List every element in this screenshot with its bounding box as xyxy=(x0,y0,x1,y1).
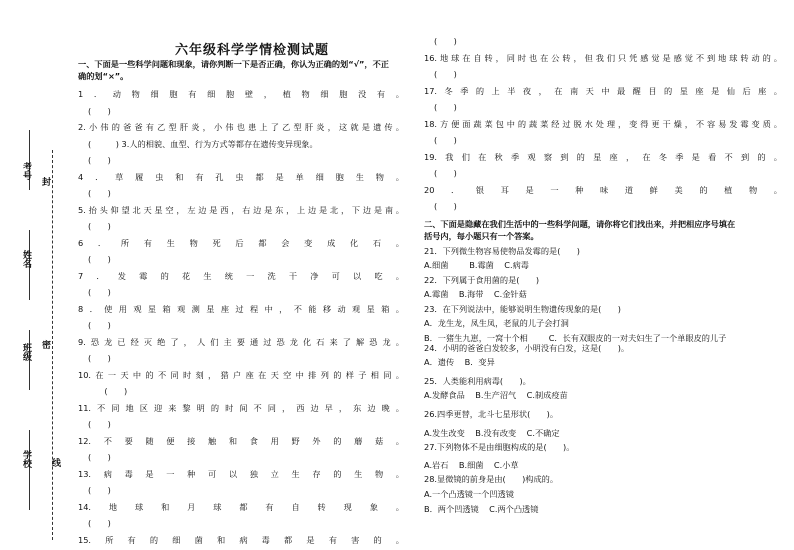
q24-option-a[interactable]: A．遗传 xyxy=(424,357,455,368)
q25-option-c[interactable]: C.制成疫苗 xyxy=(526,390,568,401)
q12-text: 12.不要随便接触和食用野外的蘑菇。 xyxy=(78,435,404,446)
q11-text: 11.不同地区迎来黎明的时间不同，西边早，东边晚。 xyxy=(78,402,404,413)
q20-answer[interactable]: ( ) xyxy=(434,201,457,211)
class-label: 班级 xyxy=(21,343,31,361)
q10-answer[interactable]: ( ) xyxy=(88,386,128,396)
q24-text: 24．小明的爸爸白发较多，小明没有白发，这是( )。 xyxy=(424,342,630,353)
school-label: 学校 xyxy=(21,450,31,468)
section1-heading: 一、下面是一些科学问题和现象，请你判断一下是否正确，你认为正确的划“√”，不正 确的划“×”。 xyxy=(78,59,389,81)
q21-option-b[interactable]: B.霉菌 xyxy=(469,260,494,271)
seal-char-mi: 密 xyxy=(42,341,52,351)
section1-list xyxy=(78,86,404,548)
q22-option-c[interactable]: C.金针菇 xyxy=(493,289,527,300)
q11-answer[interactable]: ( ) xyxy=(88,419,111,429)
q23-text: 23．在下列说法中，能够说明生物遗传现象的是( ) xyxy=(424,303,621,314)
q2-text: 2.小伟的爸爸有乙型肝炎，小伟也患上了乙型肝炎，这就是遗传。 xyxy=(78,122,404,132)
q26-option-c[interactable]: C.不确定 xyxy=(526,427,560,438)
q10-text: 10.在一天中的不同时刻，猎户座在天空中排列的样子相同。 xyxy=(78,369,404,380)
q28-option-b[interactable]: B．两个凹透镜 xyxy=(424,503,479,514)
q26-option-a[interactable]: A.发生改变 xyxy=(424,427,465,438)
q22-options xyxy=(424,287,782,302)
q28-text: 28.显微镜的前身是由( )构成的。 xyxy=(424,474,559,485)
kaohao-line xyxy=(29,130,30,190)
q22-option-a[interactable]: A.霉菌 xyxy=(424,289,449,300)
q9-answer[interactable]: ( ) xyxy=(88,353,111,363)
q14-text: 14.地球和月球都有自转现象。 xyxy=(78,501,404,512)
q8-text: 8．使用观星箱观测星座过程中，不能移动观星箱。 xyxy=(78,303,404,314)
q7-answer[interactable]: ( ) xyxy=(88,287,111,297)
q28-options-bc xyxy=(424,502,782,517)
page-title: 六年级科学学情检测试题 xyxy=(174,43,329,58)
q16-text: 16.地球在自转，同时也在公转，但我们只凭感觉是感觉不到地球转动的。 xyxy=(424,52,782,63)
q13-answer[interactable]: ( ) xyxy=(88,485,111,495)
q3-answer[interactable]: ( ) xyxy=(88,155,111,165)
q25-option-b[interactable]: B.生产沼气 xyxy=(475,390,517,401)
q25-options xyxy=(424,388,782,403)
q9-text: 9.恐龙已经灭绝了，人们主要通过恐龙化石来了解恐龙。 xyxy=(78,336,404,347)
seal-dashed-line xyxy=(52,150,53,540)
q8-answer[interactable]: ( ) xyxy=(88,320,111,330)
q4-answer[interactable]: ( ) xyxy=(88,188,111,198)
q26-text: 26.四季更替，北斗七星形状( )。 xyxy=(424,409,559,420)
section2-list xyxy=(424,244,782,517)
q15-answer[interactable]: ( ) xyxy=(434,36,457,46)
q14-answer[interactable]: ( ) xyxy=(88,518,111,528)
q3-text[interactable]: ( ) 3.人的相貌、血型、行为方式等都存在遗传变异现象。 xyxy=(88,138,318,149)
q4-text: 4．草履虫和有孔虫都是单细胞生物。 xyxy=(78,171,404,182)
q1-answer[interactable]: ( ) xyxy=(88,105,111,116)
q27-options xyxy=(424,458,782,473)
q13-text: 13.病毒是一种可以独立生存的生物。 xyxy=(78,468,404,479)
kaohao-label: 考号 xyxy=(21,162,31,180)
q28-option-c[interactable]: C.两个凸透镜 xyxy=(489,503,539,514)
q26-option-b[interactable]: B.没有改变 xyxy=(475,427,517,438)
q22-text: 22．下列属于食用菌的是( ) xyxy=(424,274,540,285)
q25-text: 25．人类能利用病毒( )。 xyxy=(424,375,531,386)
q5-text: 5.抬头仰望北天星空，左边是西，右边是东，上边是北，下边是南。 xyxy=(78,204,404,215)
q21-option-a[interactable]: A.细菌 xyxy=(424,260,449,271)
q18-answer[interactable]: ( ) xyxy=(434,135,457,145)
name-label: 姓名 xyxy=(21,250,31,268)
q16-answer[interactable]: ( ) xyxy=(434,69,457,79)
q26-options xyxy=(424,426,782,441)
seal-char-feng: 封 xyxy=(42,178,52,188)
q7-text: 7．发霉的花生统一洗干净可以吃。 xyxy=(78,270,404,281)
q27-option-b[interactable]: B.细菌 xyxy=(458,459,484,470)
school-line xyxy=(29,430,30,510)
q21-text: 21．下列微生物容易使物品发霉的是( ) xyxy=(424,245,580,256)
q5-answer[interactable]: ( ) xyxy=(88,221,111,231)
q27-option-a[interactable]: A.岩石 xyxy=(424,459,449,470)
q23-option-b[interactable]: B．一猪生九崽，一窝十个相 xyxy=(424,333,528,344)
q20-text: 20．银耳是一种味道鲜美的植物。 xyxy=(424,184,782,195)
q22-option-b[interactable]: B.海带 xyxy=(458,289,484,300)
q27-text: 27.下列物体不是由细胞构成的是( )。 xyxy=(424,442,575,453)
q25-option-a[interactable]: A.发酵食品 xyxy=(424,390,465,401)
q6-answer[interactable]: ( ) xyxy=(88,254,111,264)
q27-option-c[interactable]: C.小草 xyxy=(493,459,519,470)
q23-option-c[interactable]: C．长有双眼皮的一对夫妇生了一个单眼皮的儿子 xyxy=(548,333,727,344)
q17-answer[interactable]: ( ) xyxy=(434,102,457,112)
q19-text: 19.我们在秋季观察到的星座，在冬季是看不到的。 xyxy=(424,151,782,162)
q24-options xyxy=(424,355,782,370)
binding-margin xyxy=(0,0,70,550)
q1-text: 1．动物细胞有细胞壁，植物细胞没有。 xyxy=(78,89,404,99)
q17-text: 17.冬季的上半夜，在南天中最醒目的星座是仙后座。 xyxy=(424,85,782,96)
right-list xyxy=(424,33,782,516)
q15-text: 15.所有的细菌和病毒都是有害的。 xyxy=(78,534,404,545)
q28-option-a[interactable]: A.一个凸透镜一个凹透镜 xyxy=(424,489,514,499)
q18-text: 18.方便面蔬菜包中的蔬菜经过脱水处理，变得更干燥，不容易发霉变质。 xyxy=(424,118,782,129)
section2-heading: 二、下面是隐藏在我们生活中的一些科学问题，请你将它们找出来，并把相应序号填在 括号内，每小题只有一个答案。 xyxy=(424,218,736,241)
q19-answer[interactable]: ( ) xyxy=(434,168,457,178)
q24-option-b[interactable]: B．变异 xyxy=(464,357,495,368)
q21-options xyxy=(424,258,782,273)
q23-option-a[interactable]: A．龙生龙，凤生凤，老鼠的儿子会打洞 xyxy=(424,318,569,329)
q6-text: 6．所有生物死后都会变成化石。 xyxy=(78,237,404,248)
q21-option-c[interactable]: C.病毒 xyxy=(504,260,529,271)
seal-char-xian: 线 xyxy=(52,459,62,469)
q12-answer[interactable]: ( ) xyxy=(88,452,111,462)
